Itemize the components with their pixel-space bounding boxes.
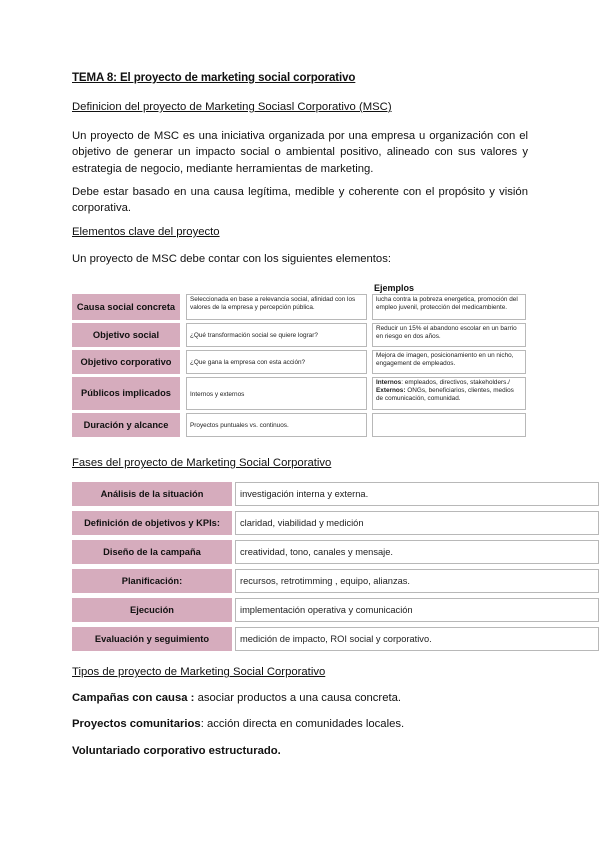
element-example: Reducir un 15% el abandono escolar en un barrio en riesgo en dos años. xyxy=(372,323,526,347)
internal-label: Internos xyxy=(376,379,402,386)
type-name: Voluntariado corporativo estructurado. xyxy=(72,745,281,757)
element-description: Internos y externos xyxy=(186,377,367,410)
table-row xyxy=(72,413,526,437)
phase-description: claridad, viabilidad y medición xyxy=(235,511,599,535)
phase-label: Análisis de la situación xyxy=(72,482,232,506)
definition-paragraph-1: Un proyecto de MSC es una iniciativa organizada por una empresa u organización con el objetivo de generar un impacto social o ambiental positivo, alineado con sus valores y estrategia de negocio, mediante herramientas de marketing. xyxy=(72,130,528,175)
phase-description: investigación interna y externa. xyxy=(235,482,599,506)
element-example: lucha contra la pobreza energetica, promoción del empleo juvenil, protección del medicambiente. xyxy=(372,294,526,320)
table-row xyxy=(72,350,526,374)
type-item xyxy=(72,718,404,730)
type-name: Proyectos comunitarios xyxy=(72,718,201,730)
element-label: Objetivo social xyxy=(72,323,180,347)
element-label: Públicos implicados xyxy=(72,377,180,410)
type-text: : acción directa en comunidades locales. xyxy=(200,718,405,730)
element-example xyxy=(372,377,526,410)
elements-intro: Un proyecto de MSC debe contar con los siguientes elementos: xyxy=(72,253,391,265)
element-description: ¿Que gana la empresa con esta acción? xyxy=(186,350,367,374)
external-label: Externos: xyxy=(376,387,406,394)
element-label: Duración y alcance xyxy=(72,413,180,437)
phase-label: Diseño de la campaña xyxy=(72,540,232,564)
phase-description: recursos, retrotimming , equipo, alianzas. xyxy=(235,569,599,593)
element-label: Causa social concreta xyxy=(72,294,180,320)
table-row xyxy=(72,294,526,320)
phase-label: Definición de objetivos y KPIs: xyxy=(72,511,232,535)
definition-paragraph-2: Debe estar basado en una causa legítima, medible y coherente con el propósito y visión corporativa. xyxy=(72,186,528,215)
element-example xyxy=(372,413,526,437)
elements-table xyxy=(72,291,526,440)
type-item xyxy=(72,692,401,704)
element-description: Proyectos puntuales vs. continuos. xyxy=(186,413,367,437)
element-example: Mejora de imagen, posicionamiento en un nicho, engagement de empleados. xyxy=(372,350,526,374)
page-title: TEMA 8: El proyecto de marketing social corporativo xyxy=(72,72,356,84)
type-name: Campañas con causa : xyxy=(72,692,195,704)
phase-description: implementación operativa y comunicación xyxy=(235,598,599,622)
examples-header: Ejemplos xyxy=(374,283,415,293)
element-description: ¿Qué transformación social se quiere lograr? xyxy=(186,323,367,347)
phase-label: Planificación: xyxy=(72,569,232,593)
phase-description: creatividad, tono, canales y mensaje. xyxy=(235,540,599,564)
phase-label: Evaluación y seguimiento xyxy=(72,627,232,651)
elements-heading: Elementos clave del proyecto xyxy=(72,226,220,238)
type-item xyxy=(72,745,281,757)
phases-heading: Fases del proyecto de Marketing Social Corporativo xyxy=(72,457,332,469)
type-text: asociar productos a una causa concreta. xyxy=(194,692,402,704)
types-heading: Tipos de proyecto de Marketing Social Corporativo xyxy=(72,666,326,678)
phase-label: Ejecución xyxy=(72,598,232,622)
external-text: ONGs, beneficiarios, clientes, medios de comunicación, comunidad. xyxy=(376,387,514,402)
table-row xyxy=(72,323,526,347)
table-row xyxy=(72,377,526,410)
definition-heading: Definicion del proyecto de Marketing Sociasl Corporativo (MSC) xyxy=(72,101,392,113)
element-label: Objetivo corporativo xyxy=(72,350,180,374)
element-description: Seleccionada en base a relevancia social, afinidad con los valores de la empresa y percepción pública. xyxy=(186,294,367,320)
internal-text: : empleados, directivos, stakeholders./ xyxy=(401,379,510,386)
phase-description: medición de impacto, ROI social y corporativo. xyxy=(235,627,599,651)
